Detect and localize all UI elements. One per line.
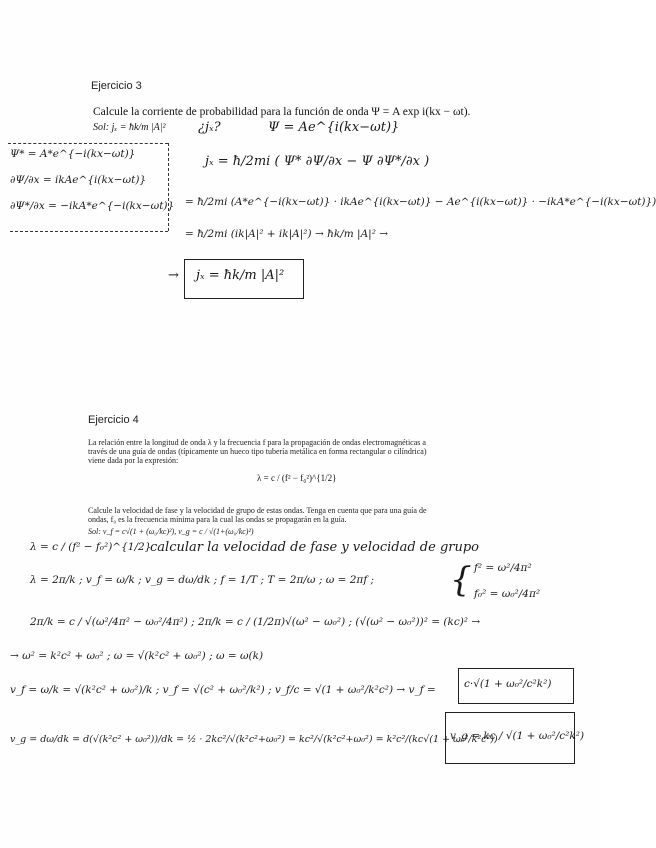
hw-step-1: = ħ/2mi (A*e^{−i(kx−ωt)} · ikAe^{i(kx−ωt)} − Ae^{i(kx−ωt)} · −ikA*e^{−i(kx−ωt)}) (185, 196, 656, 208)
hw-line-5: v_f = ω/k = √(k²c² + ω₀²)/k ; v_f = √(c² + ω₀²/k²) ; v_f/c = √(1 + ω₀²/k²c²) → v_f = (10, 684, 436, 696)
hw-step-2: = ħ/2mi (ik|A|² + ik|A|²) → ħk/m |A|² → (185, 228, 389, 240)
hw-line-6: v_g = dω/dk = d(√(k²c² + ω₀²))/dk = ½ · 2kc²/√(k²c²+ω₀²) = kc²/√(k²c²+ω₀²) = k²c²/(kc√(1 + ω₀²/k²c²)) (10, 734, 498, 745)
hw-result: jₓ = ħk/m |A|² (196, 268, 285, 283)
hw-box-bottom (10, 231, 168, 232)
hw-lambda-formula: λ = c / (f² − f₀²)^{1/2} (30, 541, 152, 553)
hw-line-3: 2π/k = c / √(ω²/4π² − ω₀²/4π²) ; 2π/k = c / (1/2π)√(ω² − ω₀²) ; (√(ω² − ω₀²))² = (kc)² → (30, 616, 481, 628)
hw-jx-definition: jₓ = ħ/2mi ( Ψ* ∂Ψ/∂x − Ψ ∂Ψ*/∂x ) (205, 154, 430, 169)
exercise-4-solution: Sol: v_f = c√(1 + (ω₀/kc)²), v_g = c / √(1+(ω₀/kc)²) (88, 527, 254, 536)
exercise-4-task-line2: ondas, f₀ es la frecuencia mínima para la cual las ondas se propagarán en la guía. (88, 515, 347, 524)
hw-arrow: → (168, 268, 179, 283)
hw-psi-star: Ψ* = A*e^{−i(kx−ωt)} (10, 148, 136, 160)
hw-brace-b: f₀² = ω₀²/4π² (474, 588, 541, 600)
exercise-3-solution: Sol: jₓ = ħk/m |A|² (93, 122, 166, 133)
hw-dpsi: ∂Ψ/∂x = ikAe^{i(kx−ωt)} (10, 174, 147, 186)
hw-phase-velocity-result: c·√(1 + ω₀²/c²k²) (464, 678, 552, 690)
hw-dpsi-star: ∂Ψ*/∂x = −ikA*e^{−i(kx−ωt)} (10, 200, 175, 212)
hw-group-velocity-result: v_g = kc / √(1 + ω₀²/c²k²) (450, 730, 585, 742)
hw-box-top (8, 143, 168, 144)
hw-task-note: calcular la velocidad de fase y velocidad de grupo (150, 540, 479, 555)
exercise-4-formula: λ = c / (f² − f₀²)^{1/2} (257, 473, 337, 483)
hw-question: ¿jₓ? (198, 120, 221, 135)
exercise-4-statement-line1: La relación entre la longitud de onda λ y la frecuencia f para la propagación de ondas electromagnéticas a (88, 438, 426, 447)
exercise-4-statement-line3: viene dada por la expresión: (88, 456, 179, 465)
exercise-3-statement: Calcule la corriente de probabilidad para la función de onda Ψ = A exp i(kx − ωt). (93, 106, 471, 118)
hw-brace-a: f² = ω²/4π² (474, 562, 532, 574)
hw-box-right (168, 143, 169, 231)
hw-definitions: λ = 2π/k ; v_f = ω/k ; v_g = dω/dk ; f = 1/T ; T = 2π/ω ; ω = 2πf ; (30, 574, 375, 586)
exercise-4-heading: Ejercicio 4 (88, 414, 139, 426)
exercise-4-task-line1: Calcule la velocidad de fase y la velocidad de grupo de estas ondas. Tenga en cuenta que para una guía de (88, 506, 427, 515)
hw-line-4: → ω² = k²c² + ω₀² ; ω = √(k²c² + ω₀²) ; ω = ω(k) (10, 650, 264, 662)
hw-psi: Ψ = Ae^{i(kx−ωt)} (268, 120, 400, 135)
exercise-3-heading: Ejercicio 3 (91, 80, 142, 92)
exercise-4-statement-line2: través de una guía de ondas (típicamente un hueco tipo tubería metálica en forma rectangular o cilíndrica) (88, 447, 427, 456)
hw-brace: { (450, 560, 472, 600)
